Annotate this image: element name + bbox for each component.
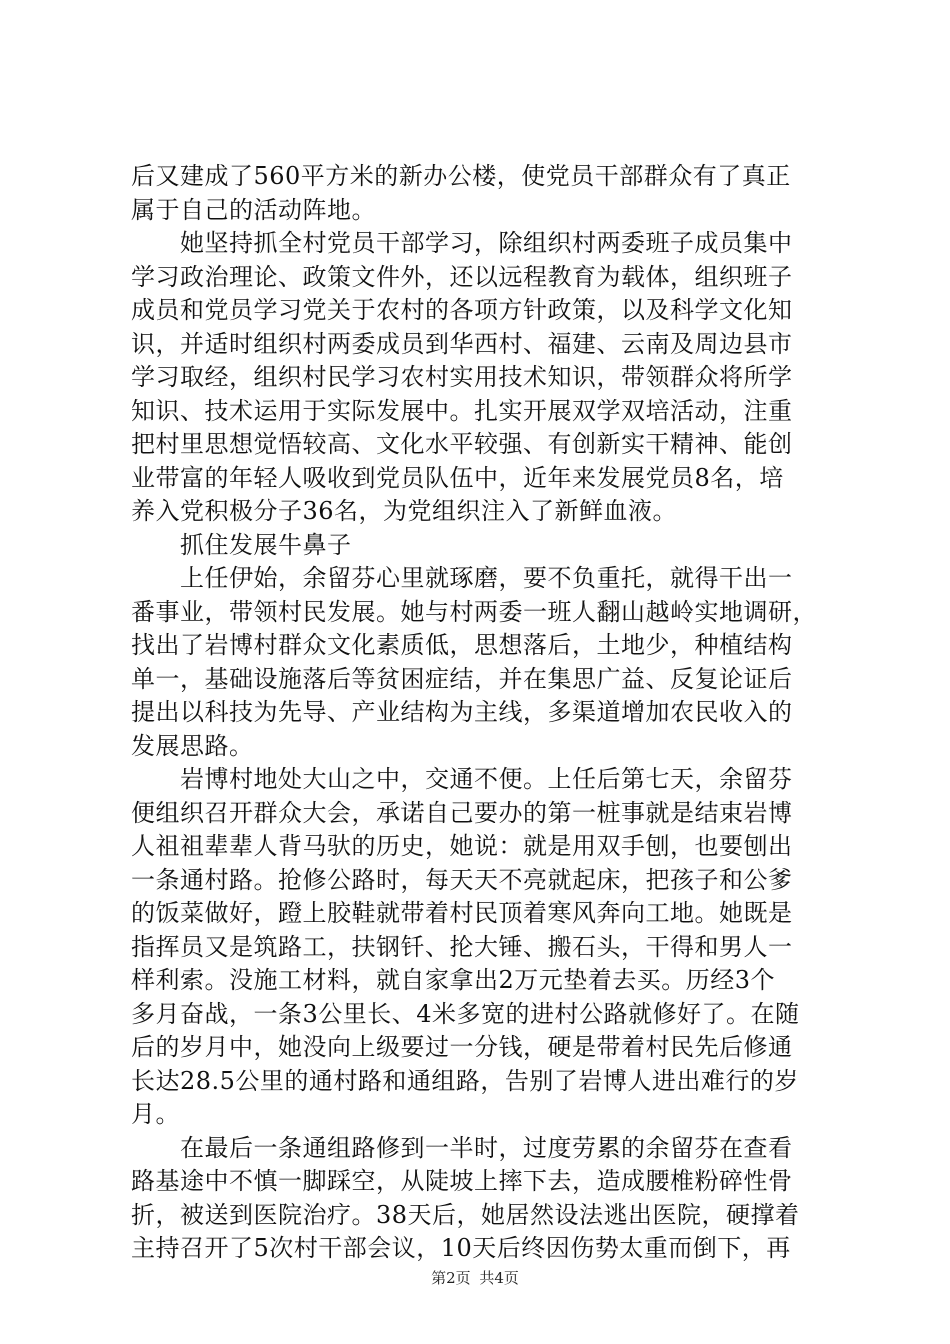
text-line: 后的岁月中，她没向上级要过一分钱，硬是带着村民先后修通 [131,1033,793,1061]
text-line: 成员和党员学习党关于农村的各项方针政策，以及科学文化知 [131,296,793,324]
page-number: 第2页 [431,1269,471,1287]
text-line: 多月奋战，一条3公里长、4米多宽的进村公路就修好了。在随 [131,999,800,1028]
page-footer [0,1267,950,1288]
text-line: 指挥员又是筑路工，扶钢钎、抡大锤、搬石头，干得和男人一 [131,932,793,961]
text-line: 的饭菜做好，蹬上胶鞋就带着村民顶着寒风奔向工地。她既是 [131,899,793,927]
text-line: 在最后一条通组路修到一半时，过度劳累的余留芬在查看 [131,1133,793,1162]
text-line: 样利索。没施工材料，就自家拿出2万元垫着去买。历经3个 [131,966,776,994]
text-line: 把村里思想觉悟较高、文化水平较强、有创新实干精神、能创 [131,430,793,458]
text-line: 路基途中不慎一脚踩空，从陡坡上摔下去，造成腰椎粉碎性骨 [131,1167,793,1195]
text-line: 识，并适时组织村两委成员到华西村、福建、云南及周边县市 [131,329,793,358]
text-line: 番事业，带领村民发展。她与村两委一班人翻山越岭实地调研， [131,597,817,626]
text-line: 上任伊始，余留芬心里就琢磨，要不负重托，就得干出一 [131,564,793,592]
text-line: 发展思路。 [131,731,254,760]
text-line: 提出以科技为先导、产业结构为主线，多渠道增加农民收入的 [131,698,793,726]
text-line: 学习取经，组织村民学习农村实用技术知识，带领群众将所学 [131,363,793,391]
page-total: 共4页 [479,1269,519,1287]
text-line: 属于自己的活动阵地。 [131,195,376,224]
text-line: 业带富的年轻人吸收到党员队伍中，近年来发展党员8名，培 [131,463,784,492]
text-line: 主持召开了5次村干部会议，10天后终因伤势太重而倒下，再 [131,1234,791,1262]
text-line: 她坚持抓全村党员干部学习，除组织村两委班子成员集中 [131,229,793,257]
text-line: 一条通村路。抢修公路时，每天天不亮就起床，把孩子和公爹 [131,865,793,894]
text-line: 长达28.5公里的通村路和通组路，告别了岩博人进出难行的岁 [131,1066,799,1095]
document-body [131,160,831,1266]
section-heading: 抓住发展牛鼻子 [131,530,352,559]
text-line: 月。 [131,1100,180,1128]
text-line: 折，被送到医院治疗。38天后，她居然设法逃出医院，硬撑着 [131,1200,800,1229]
text-line: 找出了岩博村群众文化素质低，思想落后，土地少，种植结构 [131,631,793,659]
text-line: 岩博村地处大山之中，交通不便。上任后第七天，余留芬 [131,765,793,793]
text-line: 单一，基础设施落后等贫困症结，并在集思广益、反复论证后 [131,664,793,693]
text-line: 学习政治理论、政策文件外，还以远程教育为载体，组织班子 [131,262,793,291]
text-line: 知识、技术运用于实际发展中。扎实开展双学双培活动，注重 [131,396,793,425]
text-line: 便组织召开群众大会，承诺自己要办的第一桩事就是结束岩博 [131,798,793,827]
text-line: 人祖祖辈辈人背马驮的历史，她说：就是用双手刨，也要刨出 [131,832,793,860]
text-line: 养入党积极分子36名，为党组织注入了新鲜血液。 [131,497,678,525]
text-line: 后又建成了560平方米的新办公楼，使党员干部群众有了真正 [131,162,791,190]
